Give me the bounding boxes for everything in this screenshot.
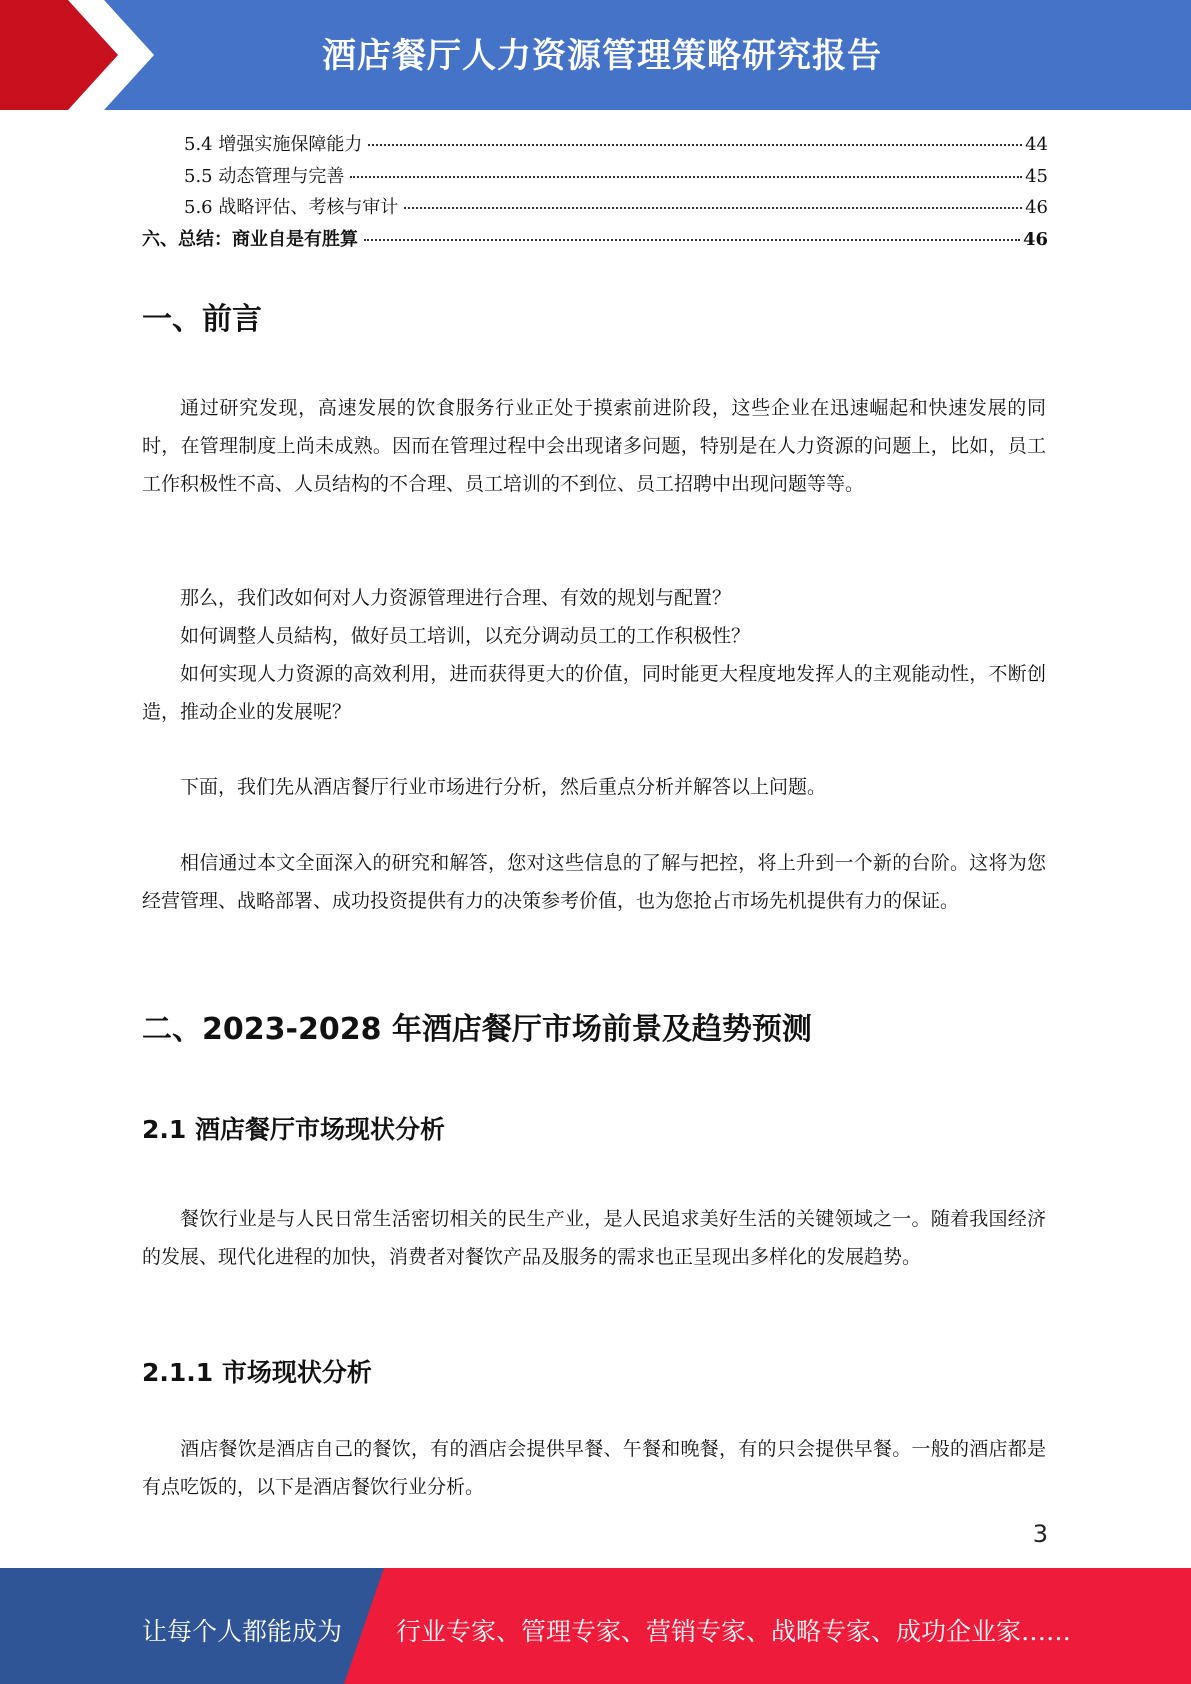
subsection-heading: 2.1 酒店餐厅市场现状分析: [142, 1115, 445, 1144]
toc-entry[interactable]: [142, 130, 1048, 162]
section-heading: 二、2023-2028 年酒店餐厅市场前景及趋势预测: [142, 1012, 812, 1047]
body-paragraph: 通过研究发现，高速发展的饮食服务行业正处于摸索前进阶段，这些企业在迅速崛起和快速发展的同时，在管理制度上尚未成熟。因而在管理过程中会出现诸多问题，特别是在人力资源的问题上，比如，员工工作积极性不高、人员结构的不合理、员工培训的不到位、员工招聘中出现问题等等。: [142, 397, 1046, 495]
toc-entry[interactable]: [142, 162, 1048, 194]
toc-leader-dots: [404, 207, 1022, 209]
body-paragraph: 酒店餐饮是酒店自己的餐饮，有的酒店会提供早餐、午餐和晚餐，有的只会提供早餐。一般的酒店都是有点吃饭的，以下是酒店餐饮行业分析。: [142, 1438, 1046, 1498]
page-number: 3: [1032, 1520, 1048, 1548]
toc-entry-label: 六、总结：商业自是有胜算: [142, 228, 358, 250]
toc-entry[interactable]: [142, 193, 1048, 225]
toc-entry[interactable]: [142, 225, 1048, 257]
toc-entry-page: 45: [1025, 165, 1048, 187]
page-footer: [0, 1568, 1191, 1684]
body-paragraph: 餐饮行业是与人民日常生活密切相关的民生产业，是人民追求美好生活的关键领域之一。随着我国经济的发展、现代化进程的加快，消费者对餐饮产品及服务的需求也正呈现出多样化的发展趋势。: [142, 1208, 1046, 1268]
section-heading: 一、前言: [142, 302, 262, 337]
toc-entry-label: 5.6 战略评估、考核与审计: [184, 197, 399, 218]
table-of-contents: [142, 130, 1048, 256]
subsection-heading: 2.1.1 市场现状分析: [142, 1358, 372, 1387]
body-paragraph: 相信通过本文全面深入的研究和解答，您对这些信息的了解与把控，将上升到一个新的台阶。这将为您经营管理、战略部署、成功投资提供有力的决策参考价值，也为您抢占市场先机提供有力的保证。: [142, 852, 1046, 912]
header-title: 酒店餐厅人力资源管理策略研究报告: [322, 36, 882, 76]
toc-entry-page: 46: [1022, 228, 1048, 250]
page-header: [0, 0, 1191, 110]
body-paragraph: 那么，我们改如何对人力资源管理进行合理、有效的规划与配置？: [180, 587, 732, 609]
body-paragraph: 下面，我们先从酒店餐厅行业市场进行分析，然后重点分析并解答以上问题。: [180, 776, 827, 798]
body-paragraph: 如何实现人力资源的高效利用，进而获得更大的价值，同时能更大程度地发挥人的主观能动性，不断创造，推动企业的发展呢？: [142, 663, 1046, 723]
toc-leader-dots: [350, 176, 1022, 178]
toc-entry-page: 46: [1025, 197, 1048, 218]
toc-leader-dots: [364, 239, 1020, 241]
footer-slogan-right: 行业专家、管理专家、营销专家、战略专家、成功企业家……: [396, 1617, 1072, 1646]
footer-slogan-left: 让每个人都能成为: [142, 1617, 343, 1646]
toc-leader-dots: [368, 144, 1022, 146]
toc-entry-page: 44: [1025, 134, 1048, 155]
toc-entry-label: 5.5 动态管理与完善: [184, 165, 345, 187]
toc-entry-label: 5.4 增强实施保障能力: [184, 134, 363, 155]
body-paragraph: 如何调整人员結构，做好员工培训，以充分调动员工的工作积极性？: [180, 625, 751, 647]
